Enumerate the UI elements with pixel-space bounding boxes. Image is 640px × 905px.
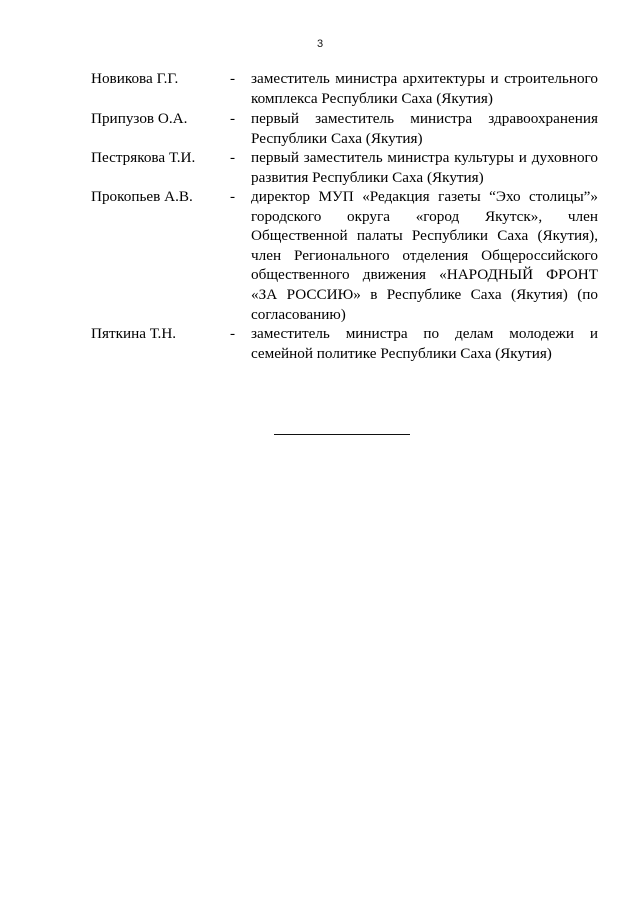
- member-name: Пяткина Т.Н.: [91, 325, 177, 342]
- member-dash: -: [230, 70, 236, 87]
- member-name: Припузов О.А.: [91, 110, 188, 127]
- page-number: 3: [316, 38, 324, 50]
- member-role: заместитель министра по делам молодежи и семейной политике Республики Саха (Якутия): [251, 325, 598, 362]
- closing-divider-line: [274, 434, 410, 435]
- member-dash: -: [230, 325, 236, 342]
- member-name: Новикова Г.Г.: [91, 70, 179, 87]
- member-dash: -: [230, 110, 236, 127]
- member-name: Пестрякова Т.И.: [91, 149, 196, 166]
- member-role: заместитель министра архитектуры и строительного комплекса Республики Саха (Якутия): [251, 70, 598, 107]
- member-role: первый заместитель министра здравоохранения Республики Саха (Якутия): [251, 110, 598, 147]
- member-name: Прокопьев А.В.: [91, 188, 193, 205]
- member-role: первый заместитель министра культуры и духовного развития Республики Саха (Якутия): [251, 149, 598, 186]
- member-dash: -: [230, 188, 236, 205]
- member-dash: -: [230, 149, 236, 166]
- member-role: директор МУП «Редакция газеты “Эхо столицы”» городского округа «город Якутск», член Общественной палаты Республики Саха (Якутия), член Регионального отделения Общероссийского общественного движения «НАРОДНЫЙ ФРОНТ «ЗА РОССИЮ» в Республике Саха (Якутия) (по согласованию): [251, 188, 598, 323]
